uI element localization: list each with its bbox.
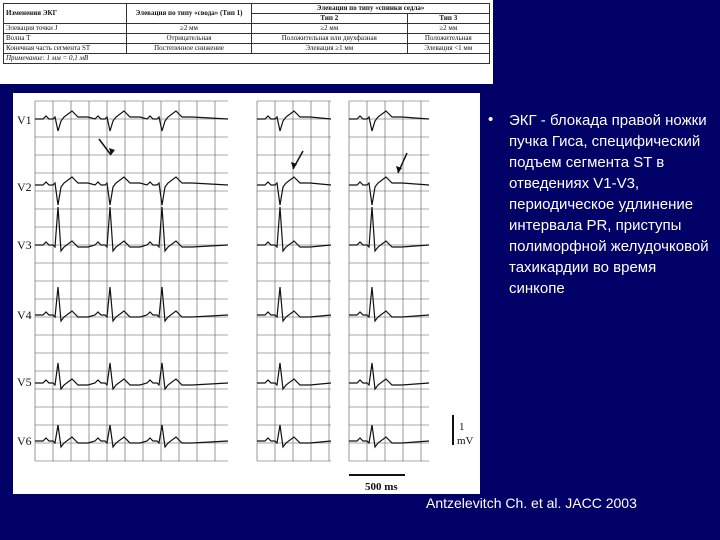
table-header-cell: Тип 3 — [407, 14, 489, 24]
table-cell: Конечная часть сегмента ST — [4, 44, 127, 54]
table-cell: Элевация <1 мм — [407, 44, 489, 54]
table-note-row — [4, 54, 490, 64]
table-cell: Положительная или двухфазная — [252, 34, 408, 44]
table-cell: Положительная — [407, 34, 489, 44]
calibration-number: 1 — [459, 421, 465, 433]
lead-label-v6: V6 — [17, 434, 32, 448]
ecg-trace — [349, 287, 429, 321]
lead-label-v1: V1 — [17, 113, 32, 127]
table-cell: ≥2 мм — [127, 24, 252, 34]
arrow-icon — [99, 139, 111, 155]
table-cell: Элевация ≥1 мм — [252, 44, 408, 54]
ecg-trace — [35, 287, 228, 321]
table-note: Примечание: 1 мм = 0,1 мВ — [4, 54, 490, 64]
table-header-cell: Тип 2 — [252, 14, 408, 24]
ecg-trace — [35, 207, 228, 251]
lead-label-v3: V3 — [17, 238, 32, 252]
ecg-figure — [13, 93, 480, 494]
ecg-trace — [35, 363, 228, 389]
table-row — [4, 24, 490, 34]
ecg-trace — [349, 207, 429, 251]
description-text: ЭКГ - блокада правой ножки пучка Гиса, специфический подъем сегмента ST в отведениях V1-V3, периодическое удлинение интервала PR, приступы полиморфной желудочковой тахикардии во время синкопе — [509, 112, 709, 297]
table-cell: ≥2 мм — [252, 24, 408, 34]
bullet-dot: • — [488, 111, 494, 128]
table-cell: ≥2 мм — [407, 24, 489, 34]
calibration-unit: mV — [457, 435, 474, 447]
ecg-grid — [35, 101, 429, 461]
ecg-trace — [257, 287, 331, 321]
table-header-row — [4, 4, 490, 14]
time-scale-label: 500 ms — [365, 481, 398, 493]
table-cell: Волна T — [4, 34, 127, 44]
criteria-table-panel — [0, 0, 493, 84]
table-header-cell: Элевация по типу «свода» (Тип 1) — [127, 4, 252, 24]
table-row — [4, 44, 490, 54]
ecg-trace — [349, 425, 429, 447]
ecg-trace — [349, 363, 429, 389]
ecg-trace — [257, 363, 331, 389]
table-cell: Элевация точки J — [4, 24, 127, 34]
ecg-trace — [35, 111, 228, 131]
ecg-traces — [35, 111, 429, 447]
ecg-trace — [35, 425, 228, 447]
table-header-cell: Изменения ЭКГ — [4, 4, 127, 24]
table-cell: Отрицательная — [127, 34, 252, 44]
ecg-trace — [257, 111, 331, 131]
ecg-arrows — [99, 139, 407, 173]
table-header-cell: Элевация по типу «спинки седла» — [252, 4, 490, 14]
ecg-trace — [349, 111, 429, 131]
ecg-trace — [257, 425, 331, 447]
criteria-table — [3, 3, 490, 64]
lead-label-v5: V5 — [17, 375, 32, 389]
table-row — [4, 34, 490, 44]
citation: Antzelevitch Ch. et al. JACC 2003 — [426, 495, 637, 511]
lead-label-v2: V2 — [17, 180, 32, 194]
ecg-tracings — [13, 93, 480, 494]
table-cell: Постепенное снижение — [127, 44, 252, 54]
lead-label-v4: V4 — [17, 308, 32, 322]
ecg-trace — [257, 207, 331, 251]
